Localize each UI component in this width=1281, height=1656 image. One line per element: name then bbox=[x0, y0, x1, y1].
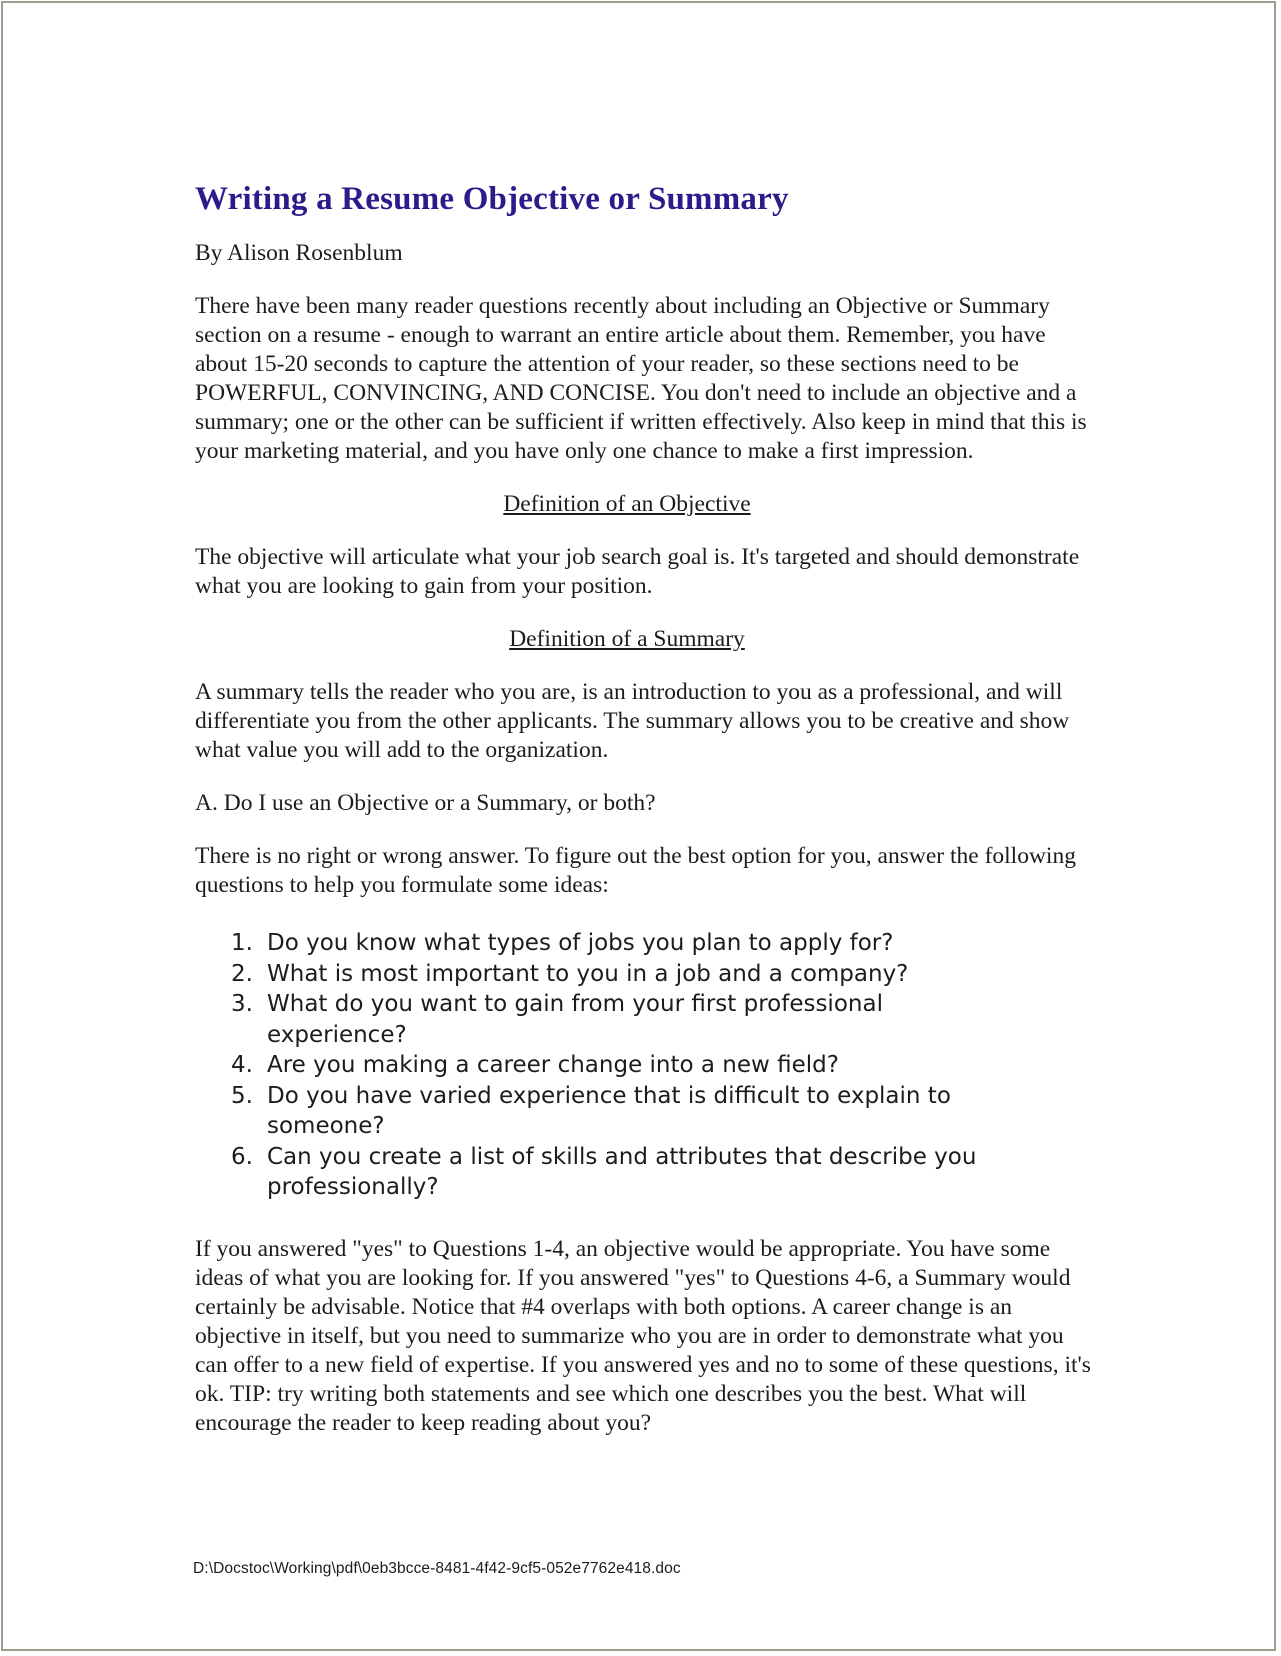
footer-file-path: D:\Docstoc\Working\pdf\0eb3bcce-8481-4f42-9cf5-052e7762e418.doc bbox=[193, 1560, 681, 1577]
document-page bbox=[1, 1, 1276, 1651]
list-number: 4. bbox=[231, 1052, 253, 1078]
objective-paragraph: The objective will articulate what your job search goal is. It's targeted and should demonstrate what you are looking to gain from your position. bbox=[195, 544, 1080, 599]
list-number: 3. bbox=[231, 991, 253, 1017]
list-text: What do you want to gain from your first professional experience? bbox=[267, 991, 883, 1048]
list-text: Are you making a career change into a new field? bbox=[267, 1052, 839, 1078]
list-item bbox=[195, 989, 1095, 1050]
list-text: Do you know what types of jobs you plan to apply for? bbox=[267, 930, 894, 956]
list-number: 2. bbox=[231, 960, 253, 987]
list-number: 5. bbox=[231, 1082, 253, 1109]
list-item bbox=[195, 1050, 1095, 1081]
answer-intro-paragraph: There is no right or wrong answer. To figure out the best option for you, answer the following questions to help you formulate some ideas: bbox=[195, 843, 1076, 898]
document-title: Writing a Resume Objective or Summary bbox=[195, 181, 789, 217]
list-item bbox=[195, 1142, 1095, 1203]
list-item bbox=[195, 959, 1095, 990]
author-byline: By Alison Rosenblum bbox=[195, 240, 403, 266]
list-number: 1. bbox=[231, 930, 253, 956]
list-number: 6. bbox=[231, 1143, 253, 1170]
list-item bbox=[195, 1081, 1095, 1142]
question-a: A. Do I use an Objective or a Summary, or both? bbox=[195, 790, 656, 816]
list-item bbox=[195, 928, 1095, 959]
summary-paragraph: A summary tells the reader who you are, is an introduction to you as a professional, and will differentiate you from the other applicants. The summary allows you to be creative and show what value you will add to the organization. bbox=[195, 679, 1070, 763]
document-body bbox=[195, 179, 1095, 1438]
list-text: What is most important to you in a job and a company? bbox=[267, 960, 909, 987]
objective-heading: Definition of an Objective bbox=[503, 491, 751, 517]
list-text: Can you create a list of skills and attributes that describe you professionally? bbox=[267, 1143, 977, 1200]
intro-paragraph: There have been many reader questions recently about including an Objective or Summary section on a resume - enough to warrant an entire article about them. Remember, you have about 15-20 seconds to capture the attention of your reader, so these sections need to be POWERFUL, CONVINCING, AND CONCISE. You don't need to include an objective and a summary; one or the other can be sufficient if written effectively. Also keep in mind that this is your marketing material, and you have only one chance to make a first impression. bbox=[195, 293, 1087, 464]
conclusion-paragraph: If you answered "yes" to Questions 1-4, an objective would be appropriate. You have some ideas of what you are looking for. If you answered "yes" to Questions 4-6, a Summary would certainly be advisable. Notice that #4 overlaps with both options. A career change is an objective in itself, but you need to summarize who you are in order to demonstrate what you can offer to a new field of expertise. If you answered yes and no to some of these questions, it's ok. TIP: try writing both statements and see which one describes you the best. What will encourage the reader to keep reading about you? bbox=[195, 1235, 1091, 1436]
question-list bbox=[195, 928, 1095, 1203]
list-text: Do you have varied experience that is difficult to explain to someone? bbox=[267, 1082, 951, 1139]
summary-heading: Definition of a Summary bbox=[509, 626, 745, 652]
